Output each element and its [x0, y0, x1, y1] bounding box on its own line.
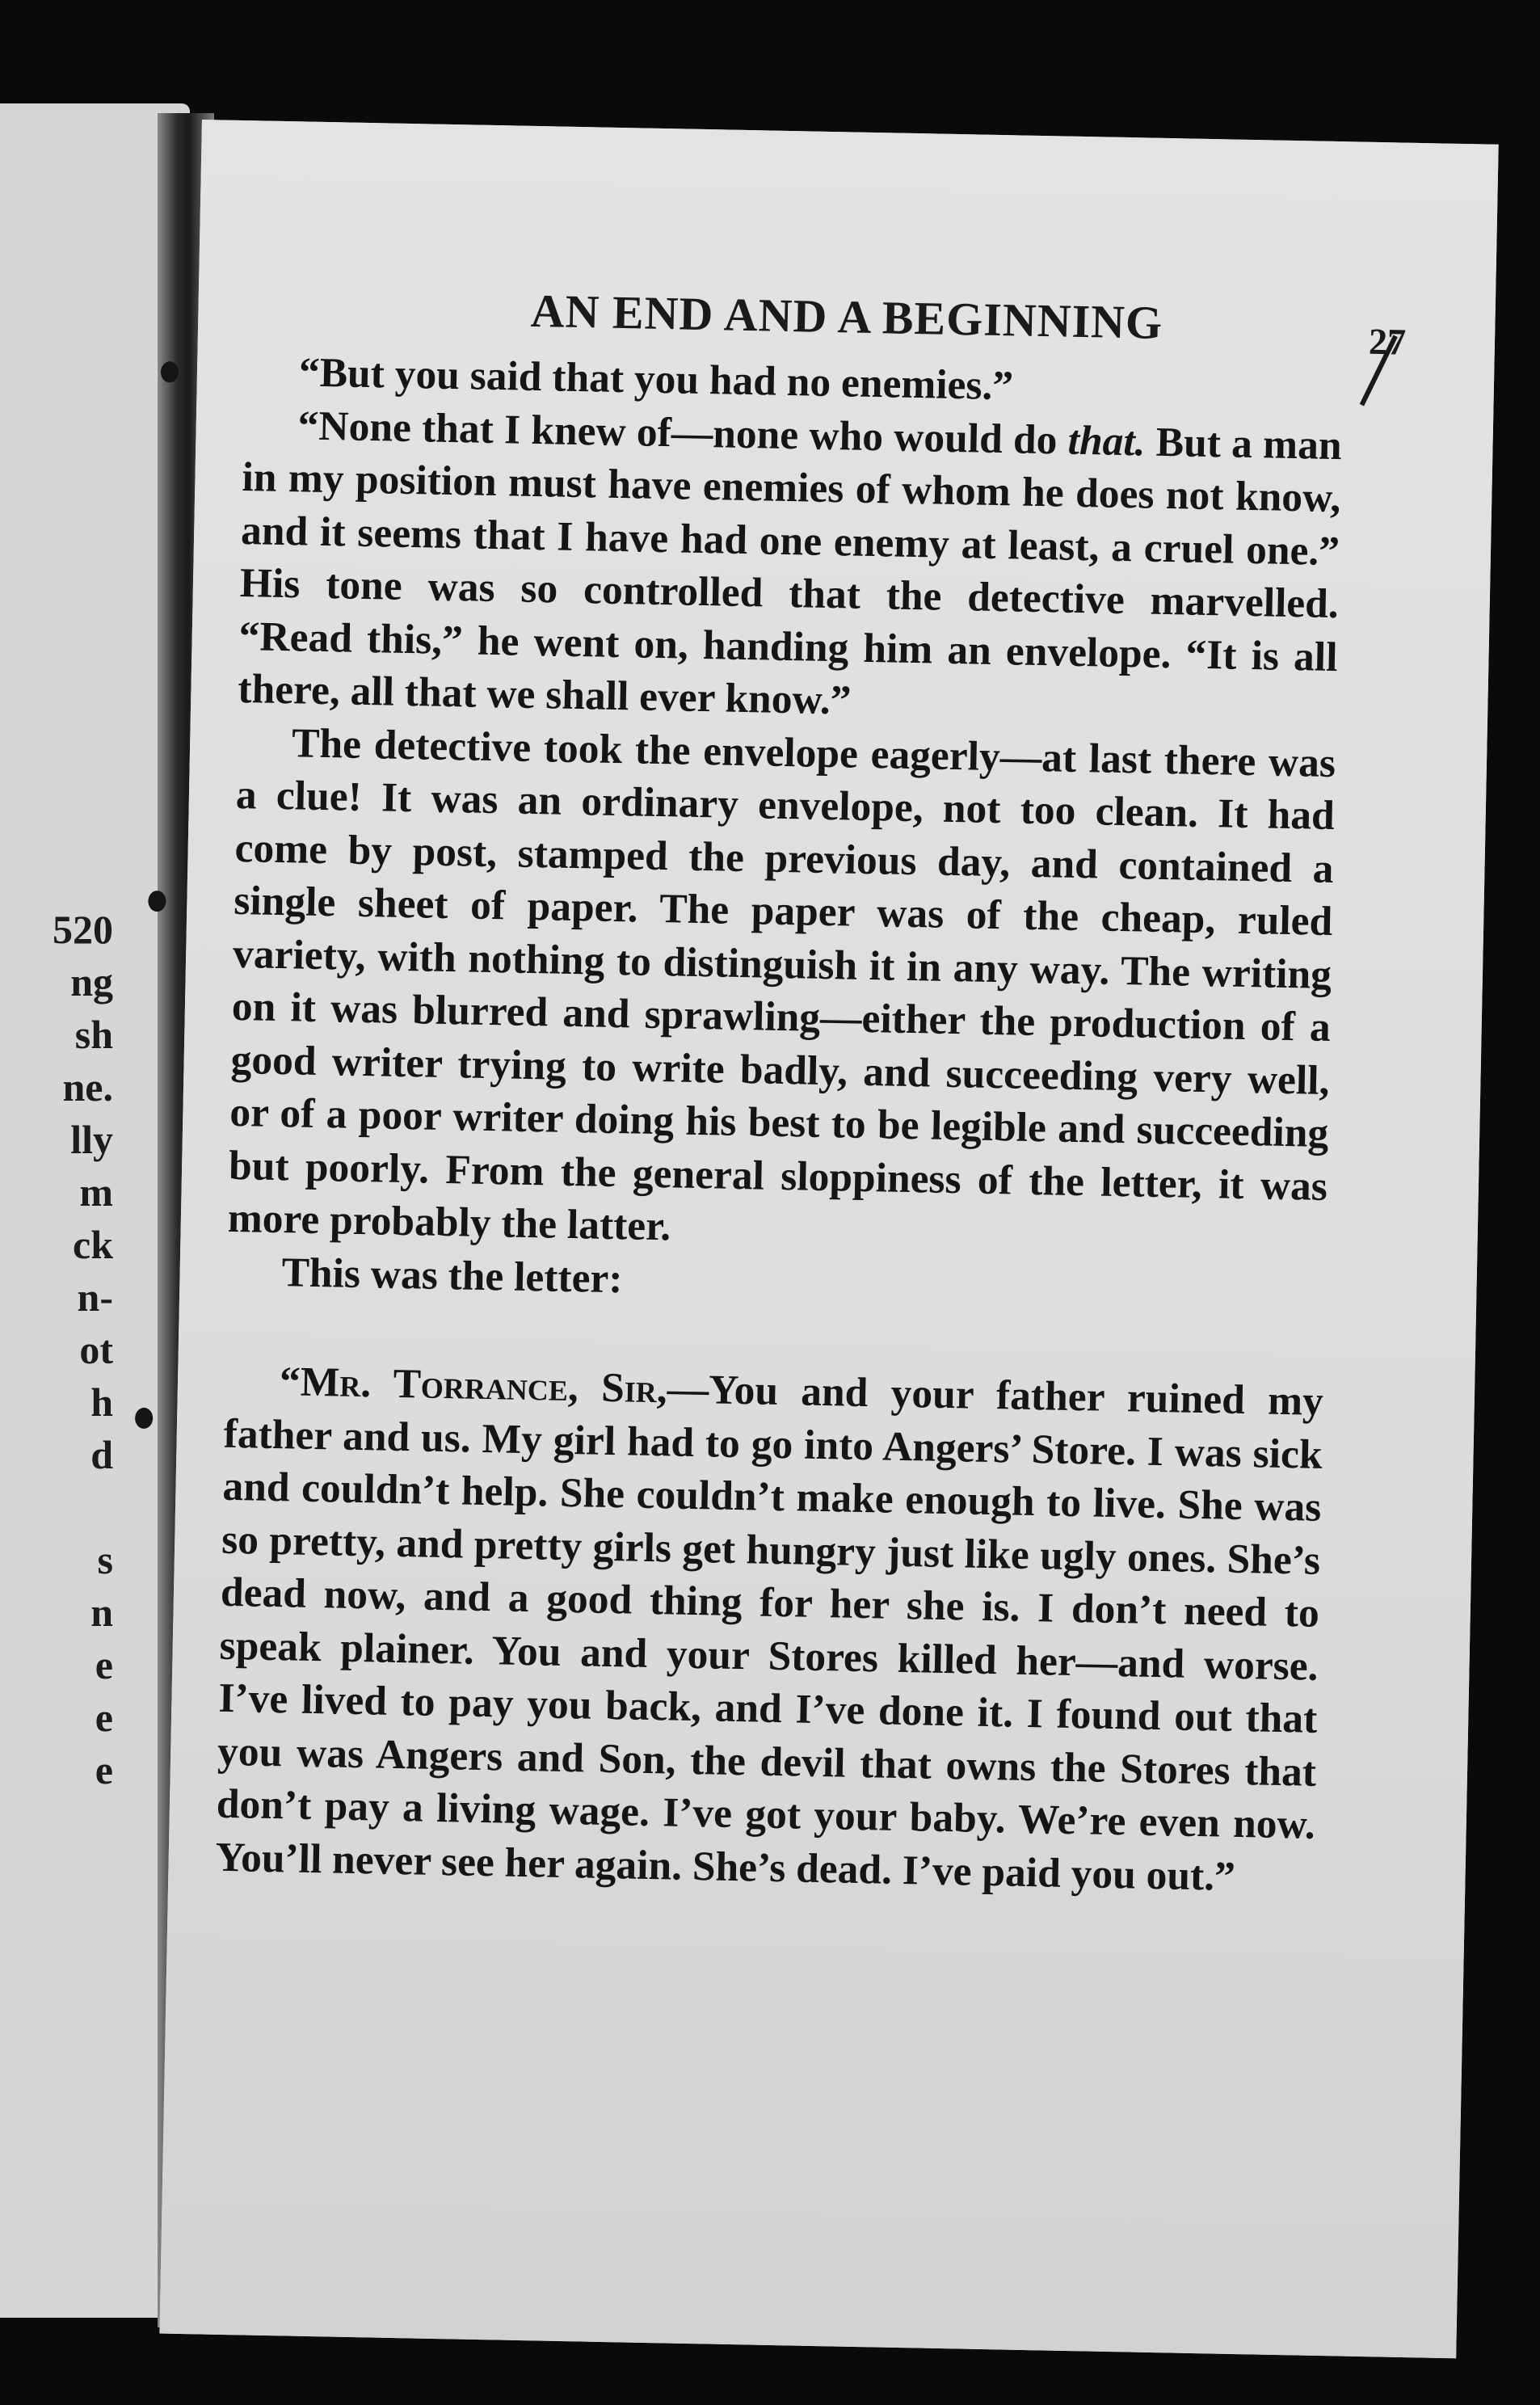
edge-fragment: sh — [74, 1012, 113, 1057]
emphasis: that. — [1067, 417, 1147, 465]
edge-fragment: ck — [73, 1222, 113, 1267]
paragraph: The detective took the envelope eagerly—at last there was a clue! It was an ordinary envelope, not too clean. It had come by post, stamped the previous day, and contained a single sheet of paper. The paper was of the cheap, ruled variety, with nothing to distinguish it in any way. The writing on it was blurred and sprawling—either the production of a good writer trying to write badly, and succeeding very well, or of a poor writer doing his best to be legible and succeeding but poorly. From the general sloppiness of the letter, it was more probably the latter. — [227, 719, 1336, 1250]
edge-fragment: 520 — [53, 907, 113, 952]
body-text — [215, 345, 1343, 1905]
paragraph-text: But a man in my position must have enemies of whom he does not know, and it seems that I have had one enemy at least, a cruel one.” His tone was so controlled that the detective marvelled. “Read this,” he went on, handing him an envelope. “It is all there, all that we shall ever know.” — [237, 418, 1343, 724]
right-page — [159, 120, 1498, 2358]
edge-fragment: ot — [79, 1327, 113, 1372]
letter-body: —You and your father ruined my father and us. My girl had to go into Angers’ Store. I was sick and couldn’t help. She couldn’t make enough to live. She was so pretty, and pretty girls get hungry just like ugly ones. She’s dead now, and a good thing for her she is. I don’t need to speak plainer. You and your Stores killed her—and worse. I’ve lived to pay you back, and I’ve done it. I found out that you was Angers and Son, the devil that owns the Stores that don’t pay a living wage. I’ve got your baby. We’re even now. You’ll never see her again. She’s dead. I’ve paid you out.” — [215, 1366, 1324, 1900]
edge-fragment: e — [95, 1642, 113, 1687]
edge-fragment: ne. — [62, 1064, 113, 1110]
left-page-text-fragments — [0, 903, 113, 1796]
paragraph-text: “None that I knew of—none who would do — [297, 402, 1058, 463]
edge-fragment: n- — [77, 1274, 113, 1320]
edge-fragment: e — [95, 1747, 113, 1792]
running-head: AN END AND A BEGINNING — [530, 284, 1163, 349]
edge-fragment: lly — [70, 1117, 113, 1162]
quoted-letter — [215, 1354, 1323, 1905]
paragraph: This was the letter: — [281, 1249, 624, 1302]
edge-fragment: m — [79, 1169, 113, 1215]
edge-fragment: s — [97, 1537, 113, 1582]
paragraph — [238, 398, 1342, 737]
edge-fragment: h — [90, 1379, 113, 1425]
edge-fragment — [0, 1481, 113, 1534]
page-number: 27 — [1368, 320, 1407, 363]
paragraph: “But you said that you had no enemies.” — [298, 349, 1014, 410]
edge-fragment: ng — [70, 959, 113, 1005]
edge-fragment: d — [90, 1432, 113, 1477]
edge-fragment: e — [95, 1695, 113, 1740]
letter-salutation: “Mr. Torrance, Sir, — [279, 1358, 668, 1413]
edge-fragment: n — [90, 1590, 113, 1635]
